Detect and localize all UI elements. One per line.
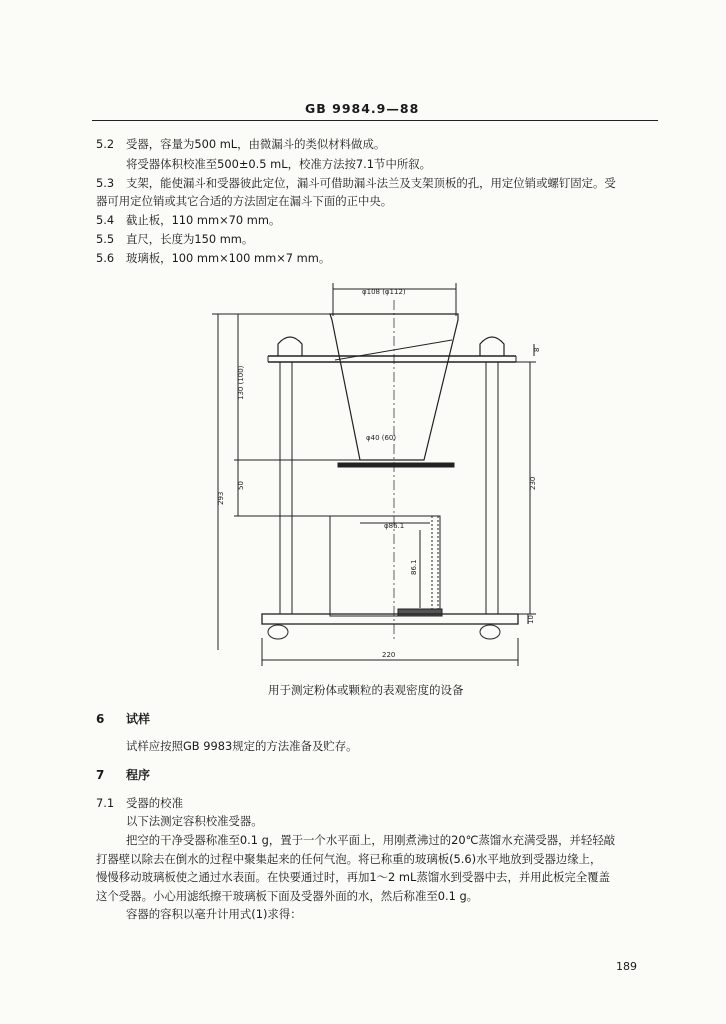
dim-top-diameter: φ108 (φ112)	[362, 288, 406, 296]
section-6-text: 试样应按照GB 9983规定的方法准备及贮存。	[126, 739, 358, 753]
header-rule	[92, 120, 658, 121]
dim-receiver-height: 86.1	[410, 559, 418, 575]
item-number: 5.4	[96, 213, 115, 227]
dim-top-small: 8	[533, 347, 541, 352]
figure-caption: 用于测定粉体或颗粒的表观密度的设备	[268, 683, 464, 697]
dim-receiver-diameter: φ86.1	[384, 522, 405, 530]
item-number: 5.3	[96, 176, 115, 190]
right-post-cap	[480, 337, 504, 356]
item-5-3	[96, 175, 616, 191]
section-title: 试样	[126, 712, 151, 726]
left-post-cap	[278, 337, 302, 356]
section-6-heading	[96, 710, 150, 727]
apparatus-drawing	[200, 272, 560, 672]
receiver-base	[398, 609, 442, 616]
item-text: 截止板，110 mm×70 mm。	[126, 213, 281, 227]
procedure-line-2: 把空的干净受器称准至0.1 g，置于一个水平面上，用刚煮沸过的20℃蒸馏水充满受器，并轻轻敲	[126, 833, 616, 847]
item-text: 受器，容量为500 mL，由微漏斗的类似材料做成。	[126, 137, 386, 151]
dim-right-height: 230	[529, 476, 537, 490]
dim-bottom-diameter: φ40 (60)	[366, 434, 397, 442]
dim-gap: 50	[237, 481, 245, 490]
section-7-heading	[96, 766, 150, 783]
procedure-line-5: 这个受器。小心用滤纸擦干玻璃板下面及受器外面的水，然后称准至0.1 g。	[96, 889, 479, 903]
document-header: GB 9984.9—88	[305, 101, 420, 116]
item-text: 直尺，长度为150 mm。	[126, 232, 254, 246]
section-number: 7	[96, 768, 105, 782]
left-post	[280, 362, 292, 614]
item-5-5	[96, 231, 253, 247]
procedure-line-4: 慢慢移动玻璃板使之通过水表面。在快要通过时，再加1～2 mL蒸馏水到受器中去，并用此板完全覆盖	[96, 870, 610, 884]
subsection-number: 7.1	[96, 796, 115, 810]
procedure-line-3: 打器壁以除去在倒水的过程中聚集起来的任何气泡。将已称重的玻璃板(5.6)水平地放到受器边缘上，	[96, 852, 602, 866]
subsection-title: 受器的校准	[126, 796, 183, 810]
item-5-4	[96, 212, 280, 228]
procedure-line-6: 容器的容积以毫升计用式(1)求得：	[126, 907, 302, 921]
item-5-2-cont	[126, 156, 431, 172]
left-foot	[268, 625, 288, 639]
item-5-6	[96, 250, 330, 266]
dim-width: 220	[382, 651, 396, 659]
page-number: 189	[616, 960, 637, 973]
dim-funnel-height: 130 (100)	[237, 365, 245, 400]
item-number: 5.2	[96, 137, 115, 151]
procedure-line-1: 以下法测定容积校准受器。	[126, 814, 263, 828]
item-5-2	[96, 136, 385, 152]
section-title: 程序	[126, 768, 151, 782]
item-number: 5.5	[96, 232, 115, 246]
receiver	[330, 516, 440, 616]
item-text: 将受器体积校准至500±0.5 mL，校准方法按7.1节中所叙。	[126, 157, 432, 171]
item-text: 器可用定位销或其它合适的方法固定在漏斗下面的正中央。	[96, 194, 393, 208]
section-number: 6	[96, 712, 105, 726]
item-number: 5.6	[96, 251, 115, 265]
dim-base-small: 10	[527, 615, 535, 624]
item-text: 玻璃板，100 mm×100 mm×7 mm。	[126, 251, 331, 265]
right-foot	[480, 625, 500, 639]
item-5-3-cont	[96, 193, 392, 209]
subsection-7-1-heading	[96, 795, 183, 811]
funnel-inner-line	[335, 340, 452, 360]
dim-total-height: 293	[217, 491, 225, 505]
stop-plate	[338, 463, 454, 467]
right-post	[486, 362, 498, 614]
item-text: 支架，能使漏斗和受器彼此定位，漏斗可借助漏斗法兰及支架顶板的孔，用定位销或螺钉固定。受	[126, 176, 616, 190]
